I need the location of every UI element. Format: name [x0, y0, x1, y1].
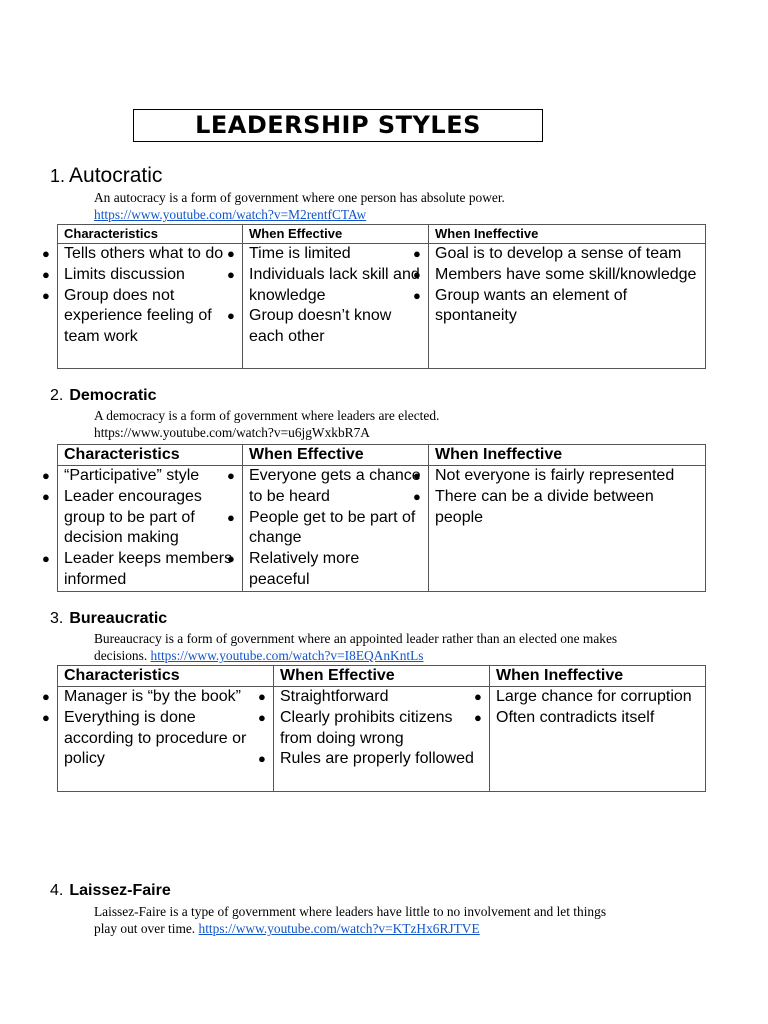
description-text: A democracy is a form of government where leaders are elected.	[94, 408, 440, 423]
section-description-bureaucratic	[94, 630, 617, 664]
table-row	[58, 687, 706, 792]
header-when-effective: When Effective	[243, 445, 429, 466]
section-number: 4.	[50, 882, 64, 899]
list-item: ● Relatively more peaceful	[249, 549, 422, 591]
list-item: ● “Participative” style	[64, 466, 236, 487]
table-header-row	[58, 225, 706, 244]
list-item: ● Individuals lack skill and knowledge	[249, 265, 422, 307]
section-heading-autocratic	[50, 164, 162, 188]
title-box	[133, 109, 543, 142]
list-item: ● Everything is done according to procedure or policy	[64, 708, 267, 770]
table-row	[58, 466, 706, 592]
list-item: ● Members have some skill/knowledge	[435, 265, 699, 286]
header-characteristics: Characteristics	[58, 666, 274, 687]
page-title: LEADERSHIP STYLES	[195, 111, 481, 139]
list-item: ● Limits discussion	[64, 265, 236, 286]
section-heading-democratic	[50, 387, 157, 405]
list-item: ● Rules are properly followed	[280, 749, 483, 770]
description-text-cont: play out over time.	[94, 921, 196, 936]
description-text-cont: decisions.	[94, 648, 148, 663]
section-number: 2.	[50, 387, 64, 404]
section-heading-bureaucratic	[50, 610, 167, 628]
header-when-ineffective: When Ineffective	[429, 225, 706, 244]
header-when-effective: When Effective	[243, 225, 429, 244]
section-description-autocratic	[94, 189, 505, 223]
section-description-laissez-faire	[94, 903, 606, 937]
list-item: ● There can be a divide between people	[435, 487, 699, 529]
section-title: Autocratic	[69, 164, 163, 187]
list-item: ● Clearly prohibits citizens from doing wrong	[280, 708, 483, 750]
table-democratic	[57, 444, 706, 592]
list-item: ● Goal is to develop a sense of team	[435, 244, 699, 265]
header-when-ineffective: When Ineffective	[429, 445, 706, 466]
table-bureaucratic	[57, 665, 706, 792]
table-header-row	[58, 445, 706, 466]
list-item: ● Not everyone is fairly represented	[435, 466, 699, 487]
table-autocratic	[57, 224, 706, 369]
list-item: ● Group does not experience feeling of team work	[64, 286, 236, 348]
description-text: An autocracy is a form of government where one person has absolute power.	[94, 190, 505, 205]
video-link[interactable]: https://www.youtube.com/watch?v=u6jgWxkbR7A	[94, 425, 370, 440]
table-header-row	[58, 666, 706, 687]
description-text: Bureaucracy is a form of government where an appointed leader rather than an elected one makes	[94, 631, 618, 646]
video-link[interactable]: https://www.youtube.com/watch?v=KTzHx6RJTVE	[198, 921, 480, 936]
video-link[interactable]: https://www.youtube.com/watch?v=I8EQAnKntLs	[150, 648, 424, 663]
list-item: ● Time is limited	[249, 244, 422, 265]
list-item: ● Straightforward	[280, 687, 483, 708]
list-item: ● Leader keeps members informed	[64, 549, 236, 591]
list-item: ● People get to be part of change	[249, 508, 422, 550]
section-description-democratic	[94, 407, 439, 441]
list-item: ● Group wants an element of spontaneity	[435, 286, 699, 328]
section-title: Democratic	[69, 387, 157, 404]
description-text: Laissez-Faire is a type of government where leaders have little to no involvement and let things	[94, 904, 607, 919]
header-characteristics: Characteristics	[58, 445, 243, 466]
table-row	[58, 244, 706, 369]
section-number: 1.	[50, 166, 66, 186]
section-title: Bureaucratic	[69, 610, 168, 627]
list-item: ● Large chance for corruption	[496, 687, 699, 708]
section-number: 3.	[50, 610, 64, 627]
section-title: Laissez-Faire	[69, 882, 171, 899]
section-heading-laissez-faire	[50, 882, 171, 900]
list-item: ● Everyone gets a chance to be heard	[249, 466, 422, 508]
list-item: ● Leader encourages group to be part of decision making	[64, 487, 236, 549]
list-item: ● Manager is “by the book”	[64, 687, 267, 708]
header-characteristics: Characteristics	[58, 225, 243, 244]
header-when-ineffective: When Ineffective	[490, 666, 706, 687]
list-item: ● Tells others what to do	[64, 244, 236, 265]
list-item: ● Often contradicts itself	[496, 708, 699, 729]
header-when-effective: When Effective	[274, 666, 490, 687]
video-link[interactable]: https://www.youtube.com/watch?v=M2rentfCTAw	[94, 207, 367, 222]
list-item: ● Group doesn’t know each other	[249, 306, 422, 348]
